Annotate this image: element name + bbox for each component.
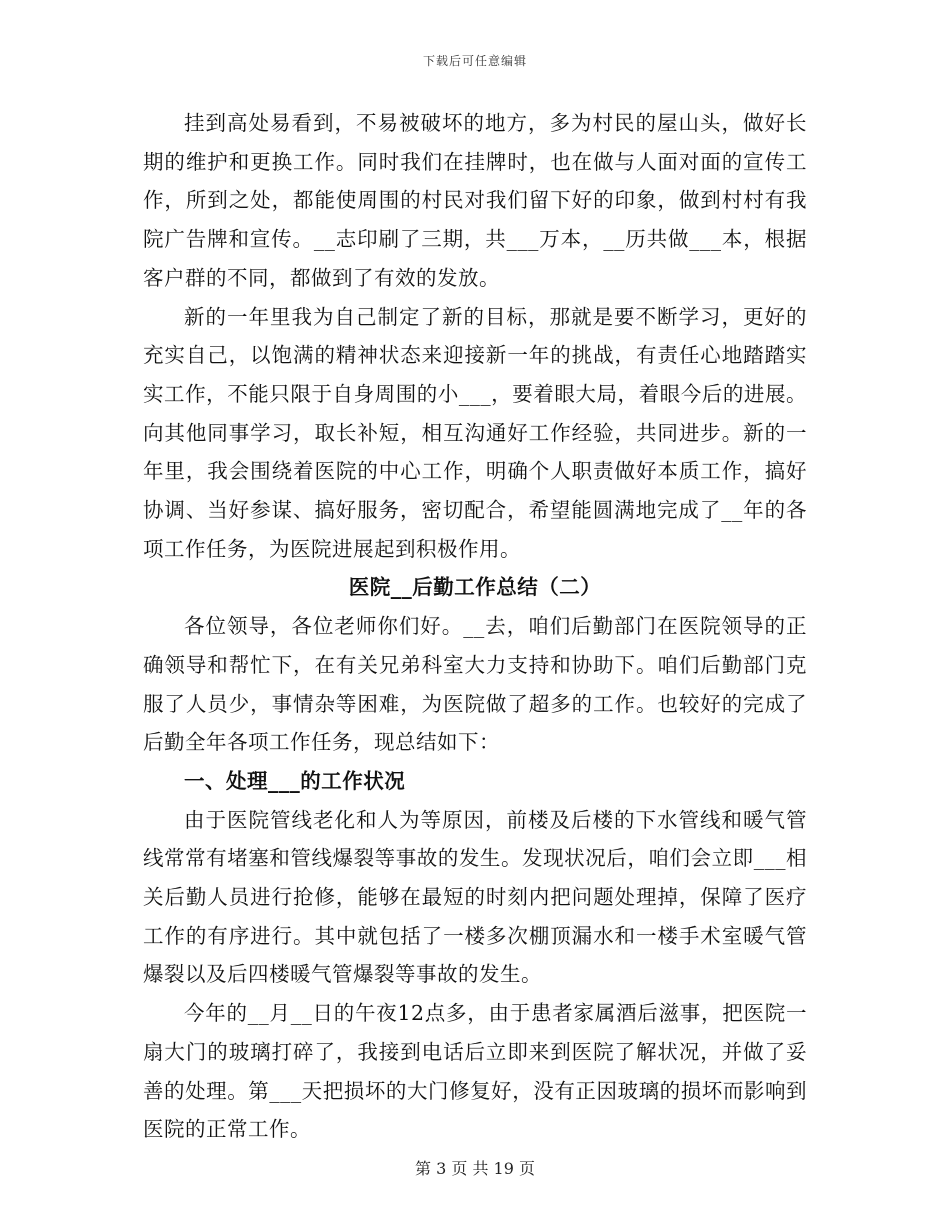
paragraph-3: 各位领导，各位老师你们好。__去，咱们后勤部门在医院领导的正确领导和帮忙下，在有关兄弟科室大力支持和协助下。咱们后勤部门克服了人员少，事情杂等困难，为医院做了超多的工作。也较好的完成了后勤全年各项工作任务，现总结如下： (143, 614, 807, 755)
page-footer: 第 3 页 共 19 页 (415, 1159, 535, 1178)
subsection-heading: 一、处理___的工作状况 (184, 768, 406, 793)
paragraph-2: 新的一年里我为自己制定了新的目标，那就是要不断学习，更好的充实自己，以饱满的精神状态来迎接新一年的挑战，有责任心地踏踏实实工作，不能只限于自身周围的小___，要着眼大局，着眼今后的进展。向其他同事学习，取长补短，相互沟通好工作经验，共同进步。新的一年里，我会围绕着医院的中心工作，明确个人职责做好本质工作，搞好协调、当好参谋、搞好服务，密切配合，希望能圆满地完成了__年的各项工作任务，为医院进展起到积极作用。 (143, 304, 807, 561)
section-title: 医院__后勤工作总结（二） (348, 575, 602, 600)
paragraph-4: 由于医院管线老化和人为等原因，前楼及后楼的下水管线和暖气管线常常有堵塞和管线爆裂等事故的发生。发现状况后，咱们会立即___相关后勤人员进行抢修，能够在最短的时刻内把问题处理掉，保障了医疗工作的有序进行。其中就包括了一楼多次棚顶漏水和一楼手术室暖气管爆裂以及后四楼暖气管爆裂等事故的发生。 (143, 807, 807, 987)
document-body (143, 104, 807, 1149)
paragraph-5: 今年的__月__日的午夜12点多，由于患者家属酒后滋事，把医院一扇大门的玻璃打碎了，我接到电话后立即来到医院了解状况，并做了妥善的处理。第___天把损坏的大门修复好，没有正因玻璃的损坏而影响到医院的正常工作。 (143, 1001, 807, 1142)
paragraph-1: 挂到高处易看到，不易被破坏的地方，多为村民的屋山头，做好长期的维护和更换工作。同时我们在挂牌时，也在做与人面对面的宣传工作，所到之处，都能使周围的村民对我们留下好的印象，做到村村有我院广告牌和宣传。__志印刷了三期，共___万本，__历共做___本，根据客户群的不同，都做到了有效的发放。 (143, 111, 807, 290)
page-header: 下载后可任意编辑 (422, 54, 527, 68)
